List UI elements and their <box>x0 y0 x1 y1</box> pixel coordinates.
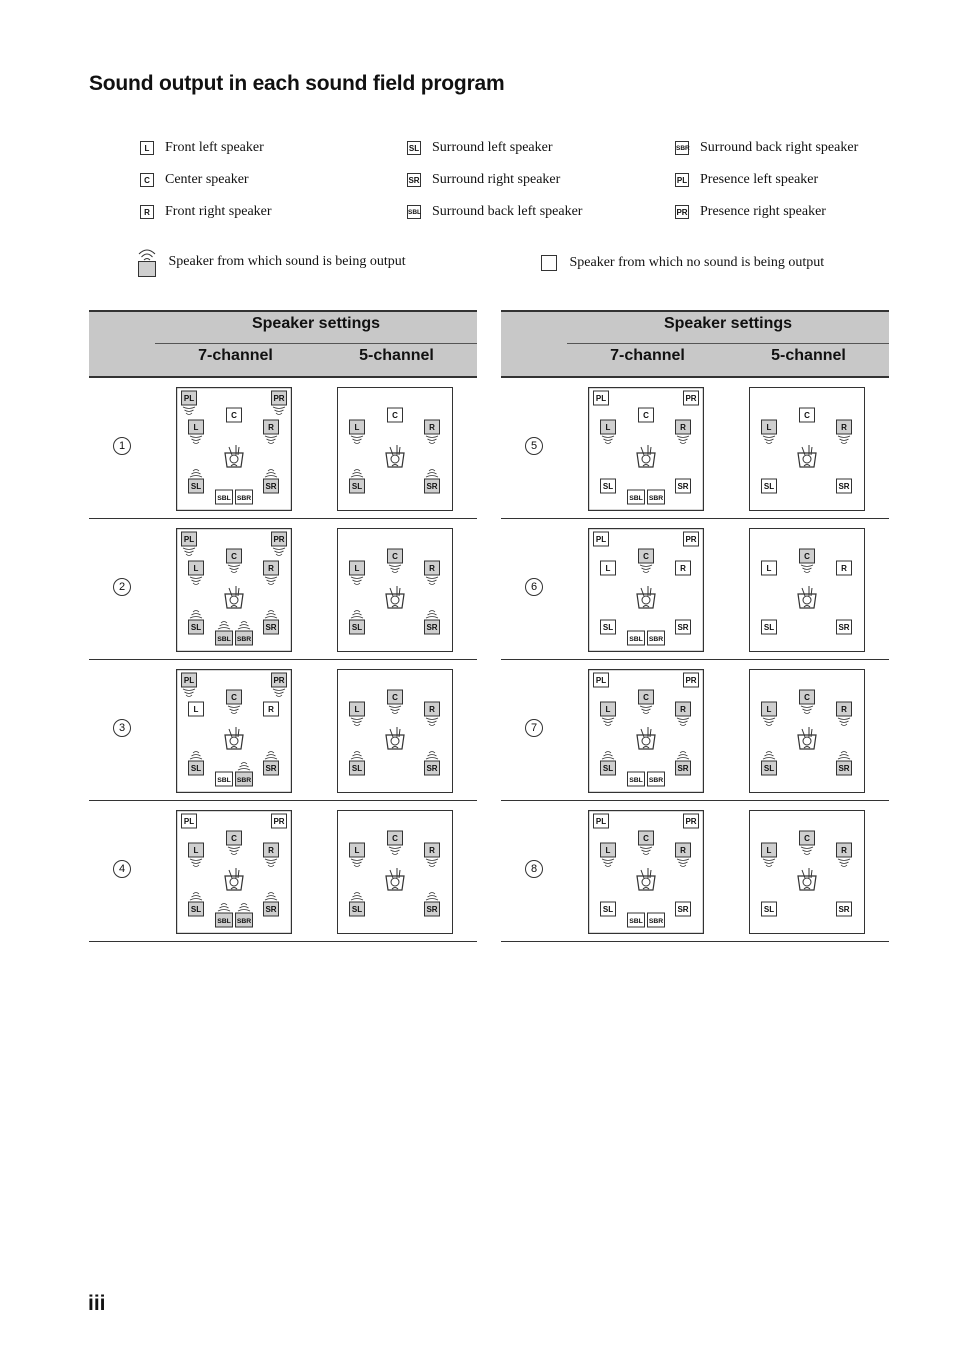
speaker-icon: SL <box>407 141 421 155</box>
svg-text:C: C <box>804 411 810 420</box>
svg-text:C: C <box>804 693 810 702</box>
svg-text:PL: PL <box>183 394 195 403</box>
svg-text:C: C <box>231 411 237 420</box>
svg-text:R: R <box>680 564 686 573</box>
svg-text:L: L <box>605 846 611 855</box>
svg-text:SL: SL <box>602 482 614 491</box>
diagram-5-channel <box>337 528 453 652</box>
svg-text:R: R <box>429 705 435 714</box>
speaker-sr-icon <box>837 620 852 634</box>
speaker-sbr-icon <box>648 631 665 645</box>
speaker-sr-icon <box>676 479 691 493</box>
speaker-icon: SR <box>407 173 421 187</box>
svg-text:SR: SR <box>426 482 438 491</box>
svg-text:R: R <box>841 423 847 432</box>
svg-text:SBL: SBL <box>217 495 231 502</box>
svg-text:PL: PL <box>183 535 195 544</box>
diagram-5-channel <box>337 387 453 511</box>
speaker-icon: SBR <box>675 141 689 155</box>
table-row <box>501 378 889 519</box>
svg-text:L: L <box>605 564 611 573</box>
legend-item-l: L Front left speaker <box>140 140 264 156</box>
svg-text:C: C <box>392 834 398 843</box>
svg-text:SBL: SBL <box>629 918 643 925</box>
svg-text:R: R <box>268 423 274 432</box>
svg-text:SBR: SBR <box>648 495 664 502</box>
svg-text:SR: SR <box>426 623 438 632</box>
diagram-7-channel <box>588 528 704 652</box>
svg-text:R: R <box>429 846 435 855</box>
svg-text:PR: PR <box>273 676 285 685</box>
legend-item-sbr: SBR Surround back right speaker <box>676 140 859 155</box>
header-speaker-settings: Speaker settings <box>251 315 381 332</box>
legend-item-pl: PL Presence left speaker <box>676 172 819 187</box>
speaker-icon: PL <box>675 173 689 187</box>
svg-text:PR: PR <box>685 676 697 685</box>
svg-text:PL: PL <box>595 394 607 403</box>
table-row <box>89 378 477 519</box>
speaker-table-1 <box>89 310 477 942</box>
svg-text:R: R <box>680 846 686 855</box>
svg-text:R: R <box>841 846 847 855</box>
legend-item-c: C Center speaker <box>140 172 249 188</box>
legend-item-sr: SR Surround right speaker <box>408 172 561 187</box>
svg-text:SL: SL <box>602 623 614 632</box>
program-number: 6 <box>525 578 543 596</box>
speaker-l-icon <box>601 561 616 575</box>
svg-text:R: R <box>268 846 274 855</box>
speaker-icon: C <box>140 173 154 187</box>
svg-text:C: C <box>231 834 237 843</box>
svg-text:SL: SL <box>190 764 202 773</box>
svg-text:SBL: SBL <box>217 636 231 643</box>
table-header <box>501 310 889 378</box>
speaker-r-icon <box>837 561 852 575</box>
table-row <box>501 519 889 660</box>
svg-text:R: R <box>268 705 274 714</box>
program-number: 4 <box>113 860 131 878</box>
speaker-c-icon <box>639 408 654 422</box>
svg-text:SL: SL <box>763 764 775 773</box>
diagram-5-channel <box>749 387 865 511</box>
svg-text:SL: SL <box>763 905 775 914</box>
speaker-r-icon <box>676 561 691 575</box>
table-row <box>89 660 477 801</box>
svg-text:PR: PR <box>685 394 697 403</box>
speaker-sr-icon <box>676 620 691 634</box>
speaker-sbl-icon <box>628 772 645 786</box>
table-header <box>89 310 477 378</box>
svg-text:R: R <box>841 705 847 714</box>
svg-text:SR: SR <box>838 764 850 773</box>
svg-text:L: L <box>766 564 772 573</box>
speaker-sl-icon <box>601 620 616 634</box>
legend-item-sbl: SBL Surround back left speaker <box>408 204 583 219</box>
svg-text:SR: SR <box>677 764 689 773</box>
header-speaker-settings: Speaker settings <box>663 315 793 332</box>
svg-text:SBL: SBL <box>629 777 643 784</box>
speaker-r-icon <box>264 702 279 716</box>
svg-text:SL: SL <box>763 623 775 632</box>
svg-text:SBR: SBR <box>236 918 252 925</box>
inactive-speaker-icon <box>541 255 557 271</box>
svg-text:L: L <box>766 846 772 855</box>
speaker-sl-icon <box>601 479 616 493</box>
speaker-l-icon <box>762 561 777 575</box>
svg-text:SR: SR <box>426 764 438 773</box>
header-7-channel: 7-channel <box>198 347 273 364</box>
diagram-5-channel <box>749 528 865 652</box>
svg-text:C: C <box>231 693 237 702</box>
svg-text:SBL: SBL <box>629 495 643 502</box>
table-row <box>501 660 889 801</box>
svg-text:L: L <box>193 423 199 432</box>
page-title: Sound output in each sound field program <box>89 72 505 95</box>
speaker-pr-icon <box>684 814 699 828</box>
svg-text:PL: PL <box>183 817 195 826</box>
speaker-sbl-icon <box>628 913 645 927</box>
speaker-pr-icon <box>684 532 699 546</box>
svg-text:PL: PL <box>595 535 607 544</box>
header-5-channel: 5-channel <box>359 347 434 364</box>
svg-text:SL: SL <box>190 482 202 491</box>
diagram-7-channel <box>588 387 704 511</box>
svg-text:L: L <box>766 705 772 714</box>
speaker-sr-icon <box>837 902 852 916</box>
svg-text:SL: SL <box>602 764 614 773</box>
svg-text:SBL: SBL <box>629 636 643 643</box>
svg-text:SBR: SBR <box>648 918 664 925</box>
svg-text:C: C <box>643 834 649 843</box>
svg-text:C: C <box>804 552 810 561</box>
svg-text:PL: PL <box>595 676 607 685</box>
speaker-pr-icon <box>272 814 287 828</box>
speaker-sbl-icon <box>216 490 233 504</box>
diagram-5-channel <box>749 810 865 934</box>
legend-item-sl: SL Surround left speaker <box>408 140 553 155</box>
svg-text:R: R <box>429 564 435 573</box>
svg-text:PR: PR <box>685 817 697 826</box>
speaker-sbl-icon <box>628 490 645 504</box>
svg-text:L: L <box>605 423 611 432</box>
svg-text:SR: SR <box>677 482 689 491</box>
svg-text:SL: SL <box>351 482 363 491</box>
svg-text:SBR: SBR <box>236 636 252 643</box>
active-speaker-icon <box>137 246 157 278</box>
svg-text:C: C <box>392 552 398 561</box>
svg-text:L: L <box>193 846 199 855</box>
svg-text:C: C <box>392 411 398 420</box>
svg-text:R: R <box>268 564 274 573</box>
speaker-sl-icon <box>762 902 777 916</box>
svg-text:L: L <box>354 705 360 714</box>
diagram-5-channel <box>749 669 865 793</box>
svg-text:R: R <box>680 423 686 432</box>
svg-text:SBL: SBL <box>217 918 231 925</box>
svg-text:L: L <box>354 423 360 432</box>
speaker-sbr-icon <box>236 490 253 504</box>
svg-text:SR: SR <box>838 482 850 491</box>
table-row <box>89 801 477 942</box>
program-number: 2 <box>113 578 131 596</box>
speaker-icon: R <box>140 205 154 219</box>
speaker-sl-icon <box>762 620 777 634</box>
svg-text:PR: PR <box>685 535 697 544</box>
svg-text:C: C <box>643 411 649 420</box>
diagram-7-channel <box>176 669 292 793</box>
diagram-7-channel <box>176 810 292 934</box>
diagram-5-channel <box>337 669 453 793</box>
legend-active: Speaker from which sound is being output <box>137 246 406 278</box>
speaker-pl-icon <box>594 391 609 405</box>
speaker-sl-icon <box>601 902 616 916</box>
table-row <box>501 801 889 942</box>
svg-text:SBR: SBR <box>648 777 664 784</box>
svg-text:R: R <box>680 705 686 714</box>
svg-text:L: L <box>354 564 360 573</box>
svg-text:SL: SL <box>602 905 614 914</box>
svg-text:SR: SR <box>838 623 850 632</box>
svg-text:R: R <box>841 564 847 573</box>
speaker-pl-icon <box>182 814 197 828</box>
svg-text:C: C <box>804 834 810 843</box>
svg-text:SL: SL <box>763 482 775 491</box>
svg-text:SR: SR <box>426 905 438 914</box>
svg-text:R: R <box>429 423 435 432</box>
svg-text:C: C <box>392 693 398 702</box>
svg-text:SBR: SBR <box>648 636 664 643</box>
svg-text:L: L <box>193 705 199 714</box>
svg-text:SL: SL <box>190 623 202 632</box>
legend-item-pr: PR Presence right speaker <box>676 204 826 219</box>
svg-text:SR: SR <box>265 764 277 773</box>
diagram-7-channel <box>176 528 292 652</box>
diagram-5-channel <box>337 810 453 934</box>
svg-text:PR: PR <box>273 394 285 403</box>
program-number: 7 <box>525 719 543 737</box>
speaker-sl-icon <box>762 479 777 493</box>
svg-text:PR: PR <box>273 817 285 826</box>
speaker-icon: PR <box>675 205 689 219</box>
svg-text:SL: SL <box>351 905 363 914</box>
svg-text:L: L <box>354 846 360 855</box>
speaker-sbr-icon <box>648 772 665 786</box>
speaker-c-icon <box>388 408 403 422</box>
speaker-sbl-icon <box>216 772 233 786</box>
program-number: 5 <box>525 437 543 455</box>
speaker-table-2 <box>501 310 889 942</box>
svg-text:SL: SL <box>190 905 202 914</box>
speaker-pr-icon <box>684 391 699 405</box>
diagram-7-channel <box>176 387 292 511</box>
speaker-sr-icon <box>837 479 852 493</box>
svg-text:C: C <box>231 552 237 561</box>
svg-text:SR: SR <box>265 482 277 491</box>
svg-text:C: C <box>643 552 649 561</box>
svg-text:SR: SR <box>265 623 277 632</box>
speaker-pl-icon <box>594 673 609 687</box>
svg-text:L: L <box>766 423 772 432</box>
header-5-channel: 5-channel <box>771 347 846 364</box>
speaker-sbl-icon <box>628 631 645 645</box>
speaker-l-icon <box>189 702 204 716</box>
program-number: 3 <box>113 719 131 737</box>
speaker-pr-icon <box>684 673 699 687</box>
speaker-icon: SBL <box>407 205 421 219</box>
speaker-sbr-icon <box>648 490 665 504</box>
svg-text:SL: SL <box>351 623 363 632</box>
speaker-icon: L <box>140 141 154 155</box>
diagram-7-channel <box>588 810 704 934</box>
svg-text:SBR: SBR <box>236 777 252 784</box>
svg-text:PL: PL <box>183 676 195 685</box>
legend-item-r: R Front right speaker <box>140 204 272 220</box>
svg-text:C: C <box>643 693 649 702</box>
svg-text:L: L <box>193 564 199 573</box>
header-7-channel: 7-channel <box>610 347 685 364</box>
program-number: 1 <box>113 437 131 455</box>
page-number: iii <box>88 1292 106 1315</box>
speaker-sr-icon <box>676 902 691 916</box>
svg-text:PL: PL <box>595 817 607 826</box>
speaker-c-icon <box>800 408 815 422</box>
svg-text:SR: SR <box>838 905 850 914</box>
svg-text:SR: SR <box>677 905 689 914</box>
speaker-c-icon <box>227 408 242 422</box>
svg-text:L: L <box>605 705 611 714</box>
svg-text:SL: SL <box>351 764 363 773</box>
program-number: 8 <box>525 860 543 878</box>
svg-text:SR: SR <box>677 623 689 632</box>
svg-text:PR: PR <box>273 535 285 544</box>
speaker-sbr-icon <box>648 913 665 927</box>
legend-inactive: Speaker from which no sound is being output <box>541 255 824 271</box>
diagram-7-channel <box>588 669 704 793</box>
speaker-pl-icon <box>594 532 609 546</box>
svg-text:SR: SR <box>265 905 277 914</box>
table-row <box>89 519 477 660</box>
svg-text:SBR: SBR <box>236 495 252 502</box>
speaker-pl-icon <box>594 814 609 828</box>
svg-text:SBL: SBL <box>217 777 231 784</box>
